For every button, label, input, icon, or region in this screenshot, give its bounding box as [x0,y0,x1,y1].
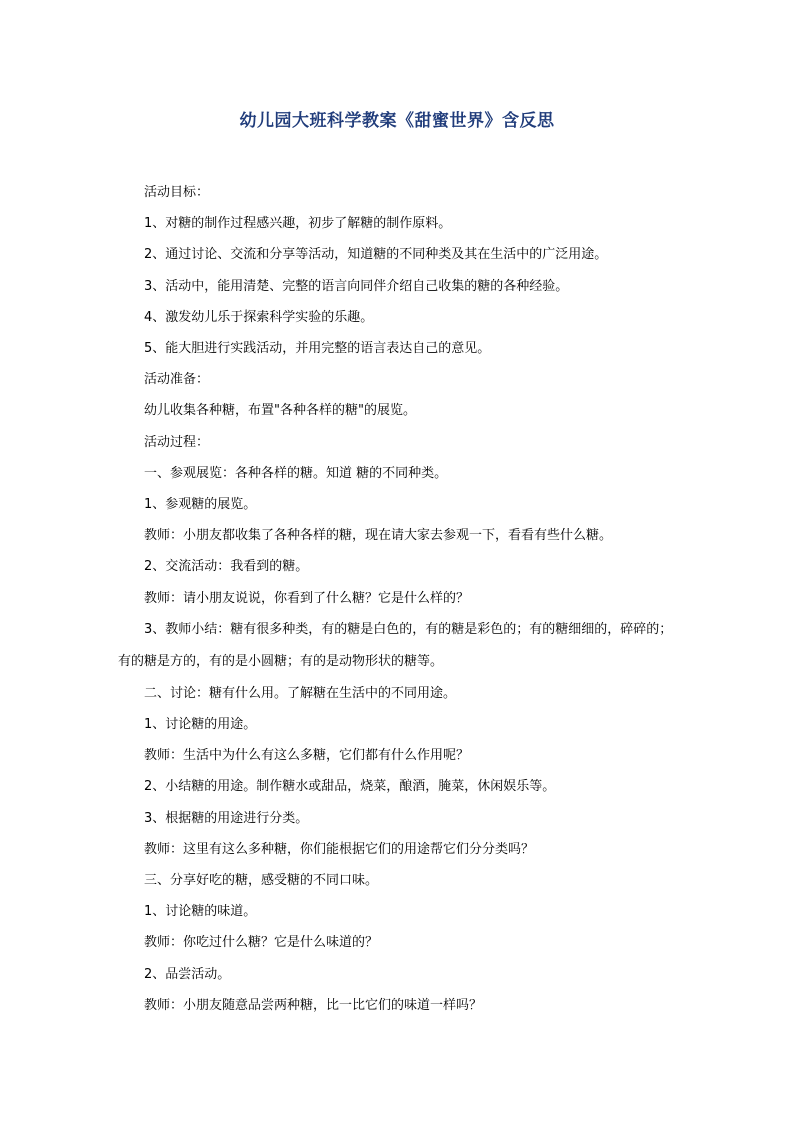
paragraph: 2、小结糖的用途。制作糖水或甜品，烧菜，酿酒，腌菜，休闲娱乐等。 [144,779,556,795]
paragraph: 1、讨论糖的味道。 [144,904,257,920]
paragraph: 1、参观糖的展览。 [144,497,257,513]
paragraph: 2、交流活动：我看到的糖。 [144,559,309,575]
paragraph: 3、根据糖的用途进行分类。 [144,810,309,826]
paragraph: 1、对糖的制作过程感兴趣，初步了解糖的制作原料。 [144,216,452,232]
paragraph: 3、教师小结：糖有很多种类，有的糖是白色的，有的糖是彩色的；有的糖细细的，碎碎的；有的糖是方的，有的是小圆糖；有的是动物形状的糖等。 [118,621,673,669]
paragraph: 教师：这里有这么多种糖，你们能根据它们的用途帮它们分分类吗？ [144,841,535,857]
paragraph-section-1: 一、参观展览：各种各样的糖。知道 糖的不同种类。 [144,465,448,481]
paragraph: 2、品尝活动。 [144,966,231,982]
paragraph-section-3: 三、分享好吃的糖，感受糖的不同口味。 [144,873,379,889]
paragraph-heading-process: 活动过程： [144,434,210,450]
paragraph: 教师：请小朋友说说，你看到了什么糖？它是什么样的？ [144,590,470,606]
paragraph: 5、能大胆进行实践活动，并用完整的语言表达自己的意见。 [144,341,491,357]
paragraph: 2、通过讨论、交流和分享等活动，知道糖的不同种类及其在生活中的广泛用途。 [144,247,608,263]
paragraph-heading-preparation: 活动准备： [144,372,210,388]
page-title: 幼儿园大班科学教案《甜蜜世界》含反思 [239,111,555,131]
paragraph: 教师：你吃过什么糖？它是什么味道的？ [144,935,379,951]
paragraph: 教师：小朋友随意品尝两种糖，比一比它们的味道一样吗？ [144,997,483,1013]
paragraph-heading-goals: 活动目标： [144,185,210,200]
paragraph: 教师：小朋友都收集了各种各样的糖，现在请大家去参观一下，看看有些什么糖。 [144,528,613,544]
document-body [118,177,676,1021]
paragraph: 4、激发幼儿乐于探索科学实验的乐趣。 [144,309,374,325]
paragraph: 1、讨论糖的用途。 [144,717,257,733]
paragraph: 教师：生活中为什么有这么多糖，它们都有什么作用呢？ [144,748,470,764]
paragraph: 3、活动中，能用清楚、完整的语言向同伴介绍自己收集的糖的各种经验。 [144,278,569,294]
paragraph-section-2: 二、讨论：糖有什么用。了解糖在生活中的不同用途。 [144,685,457,701]
paragraph: 幼儿收集各种糖，布置"各种各样的糖"的展览。 [144,403,416,419]
